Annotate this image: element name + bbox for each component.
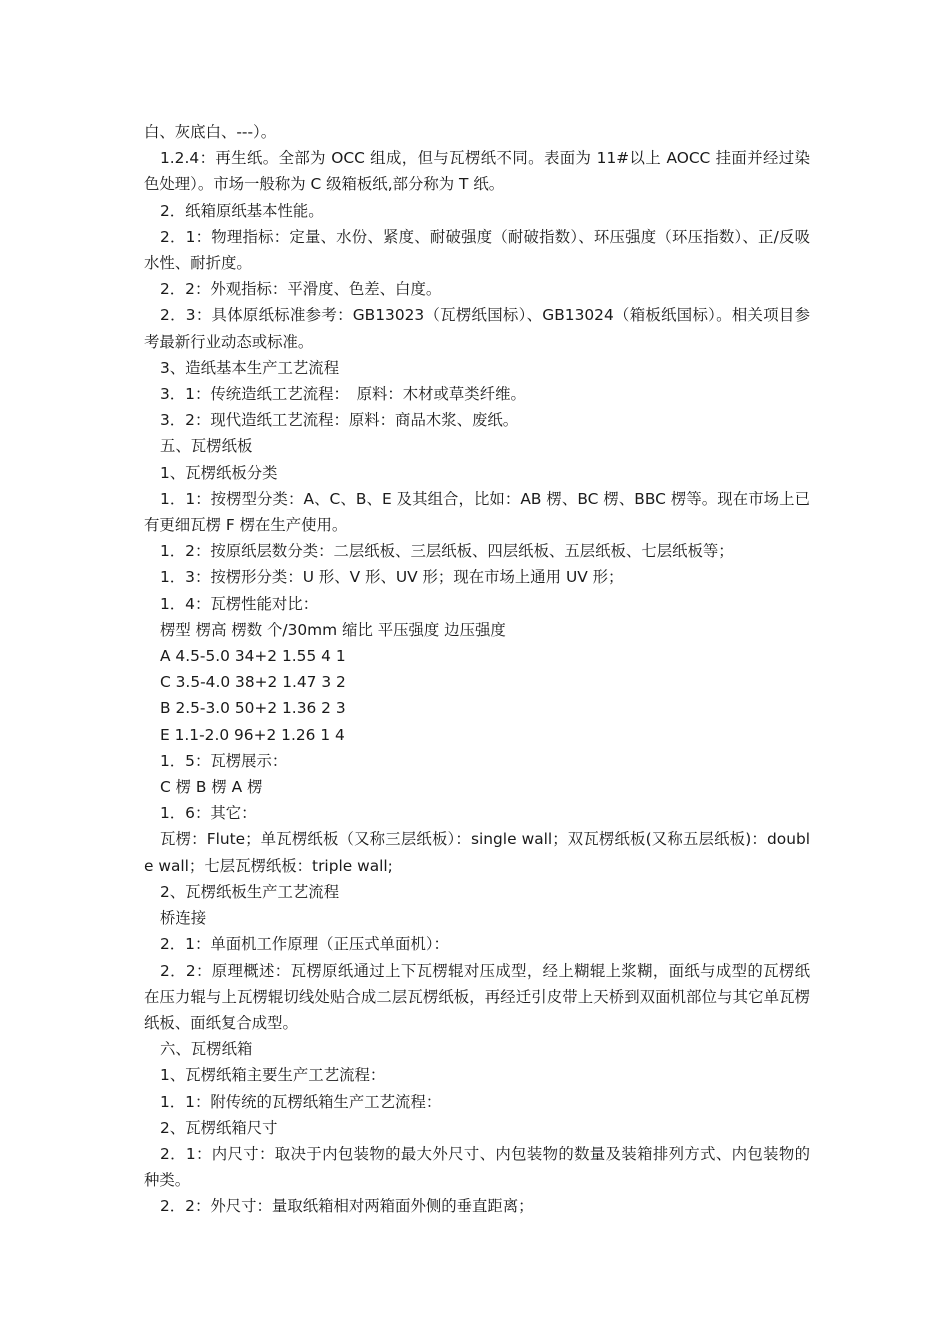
paragraph: 五、瓦楞纸板 (160, 437, 253, 456)
paragraph: 3、造纸基本生产工艺流程 (160, 358, 340, 377)
paragraph: 楞型 楞高 楞数 个/30mm 缩比 平压强度 边压强度 (160, 620, 506, 639)
paragraph: 1、瓦楞纸板分类 (160, 463, 278, 482)
paragraph: 1.2.4：再生纸。全部为 OCC 组成，但与瓦楞纸不同。表面为 11#以上 AOCC 挂面并经过染色处理）。市场一般称为 C 级箱板纸,部分称为 T 纸。 (144, 149, 810, 194)
paragraph: 1、瓦楞纸箱主要生产工艺流程： (160, 1066, 386, 1085)
document-body (144, 119, 810, 1220)
paragraph: E 1.1-2.0 96+2 1.26 1 4 (160, 725, 345, 744)
paragraph: 1．4：瓦楞性能对比： (160, 594, 319, 613)
paragraph: 2、瓦楞纸箱尺寸 (160, 1118, 278, 1137)
paragraph: 1．2：按原纸层数分类：二层纸板、三层纸板、四层纸板、五层纸板、七层纸板等； (160, 542, 734, 561)
paragraph: 2．1：内尺寸：取决于内包装物的最大外尺寸、内包装物的数量及装箱排列方式、内包装物的种类。 (144, 1144, 810, 1190)
paragraph: 六、瓦楞纸箱 (160, 1040, 253, 1059)
paragraph: 2．3：具体原纸标准参考：GB13023（瓦楞纸国标）、GB13024（箱板纸国标）。相关项目参考最新行业动态或标准。 (144, 306, 810, 351)
paragraph: C 3.5-4.0 38+2 1.47 3 2 (160, 673, 346, 692)
paragraph: 2．1：单面机工作原理（正压式单面机）： (160, 935, 449, 954)
paragraph: 2．2：原理概述：瓦楞原纸通过上下瓦楞辊对压成型，经上糊辊上浆糊，面纸与成型的瓦楞纸在压力辊与上瓦楞辊切线处贴合成二层瓦楞纸板，再经迁引皮带上天桥到双面机部位与其它单瓦楞纸板、面纸复合成型。 (144, 961, 810, 1032)
paragraph: C 楞 B 楞 A 楞 (160, 778, 263, 797)
paragraph: 2．2：外尺寸：量取纸箱相对两箱面外侧的垂直距离； (160, 1197, 534, 1216)
paragraph: 瓦楞：Flute；单瓦楞纸板（又称三层纸板）：single wall；双瓦楞纸板(又称五层纸板)：double wall；七层瓦楞纸板：triple wall; (144, 830, 810, 875)
paragraph: 桥连接 (160, 909, 207, 928)
paragraph: 2．1：物理指标：定量、水份、紧度、耐破强度（耐破指数）、环压强度（环压指数）、正/反吸水性、耐折度。 (144, 227, 810, 273)
paragraph: B 2.5-3.0 50+2 1.36 2 3 (160, 699, 346, 718)
paragraph: 1．1：按楞型分类：A、C、B、E 及其组合，比如：AB 楞、BC 楞、BBC 楞等。现在市场上已有更细瓦楞 F 楞在生产使用。 (144, 489, 810, 535)
paragraph: 3．1：传统造纸工艺流程： 原料：木材或草类纤维。 (160, 385, 526, 404)
paragraph: 1．3：按楞形分类：U 形、V 形、UV 形；现在市场上通用 UV 形； (160, 568, 624, 587)
paragraph: 2．纸箱原纸基本性能。 (160, 201, 324, 220)
paragraph: 2、瓦楞纸板生产工艺流程 (160, 882, 340, 901)
paragraph: 3．2：现代造纸工艺流程：原料：商品木浆、废纸。 (160, 411, 519, 430)
paragraph: 1．6：其它： (160, 804, 257, 823)
paragraph: 白、灰底白、---）。 (144, 123, 277, 141)
paragraph: 1．1：附传统的瓦楞纸箱生产工艺流程： (160, 1092, 442, 1111)
paragraph: 1．5：瓦楞展示： (160, 751, 288, 770)
paragraph: 2．2：外观指标：平滑度、色差、白度。 (160, 280, 442, 299)
paragraph: A 4.5-5.0 34+2 1.55 4 1 (160, 647, 346, 666)
